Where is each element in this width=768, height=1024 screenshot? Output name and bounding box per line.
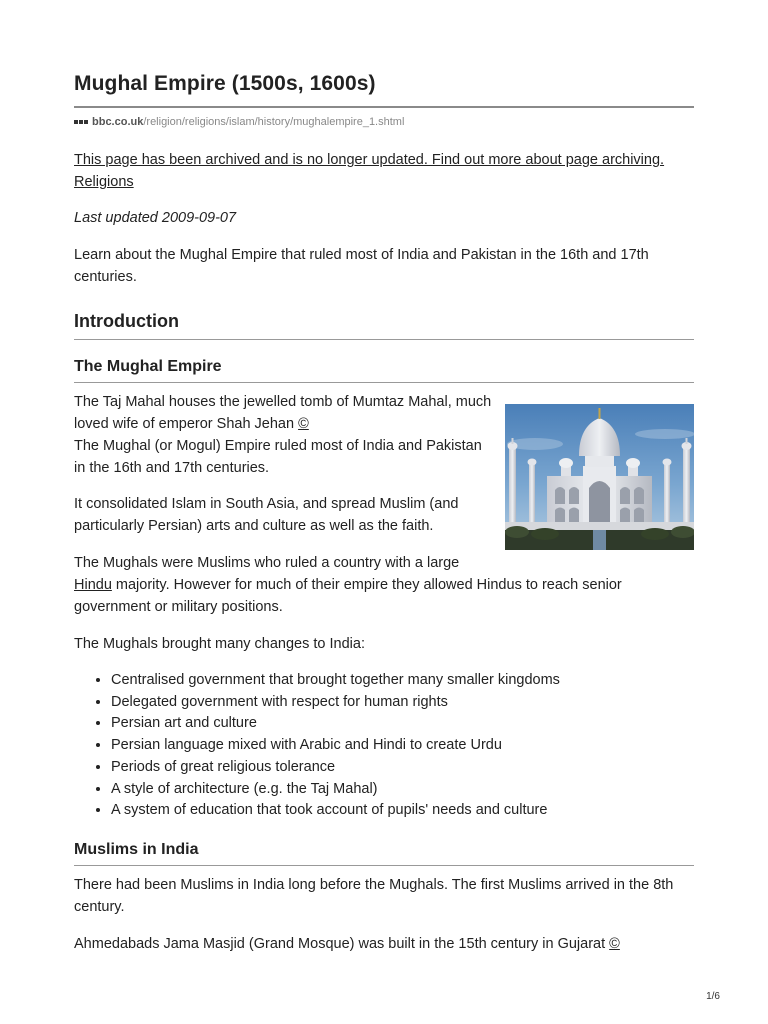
source-url[interactable]: [74, 115, 694, 129]
document-page: [74, 72, 694, 955]
changes-list: [74, 670, 694, 822]
source-path: /religion/religions/islam/history/mughalempire_1.shtml: [143, 116, 405, 128]
mughal-section-body: [74, 391, 694, 822]
list-item: • A system of education that took account of pupils' needs and culture: [111, 800, 694, 822]
list-item: • Persian art and culture: [111, 713, 694, 735]
jama-masjid-paragraph: [74, 933, 694, 955]
intro-text: Learn about the Mughal Empire that ruled most of India and Pakistan in the 16th and 17th centuries.: [74, 247, 649, 285]
last-updated: Last updated 2009-09-07: [74, 210, 237, 226]
muslims-in-india-heading: Muslims in India: [74, 841, 694, 866]
taj-caption: [74, 391, 494, 479]
introduction-heading: Introduction: [74, 311, 694, 340]
copyright-link[interactable]: ©: [609, 935, 620, 952]
mughal-empire-heading: The Mughal Empire: [74, 358, 694, 383]
taj-caption-text: The Taj Mahal houses the jewelled tomb of Mumtaz Mahal, much loved wife of emperor Shah Jehan: [74, 394, 492, 432]
mughal-empire-text: The Mughal (or Mogul) Empire ruled most of India and Pakistan in the 16th and 17th centuries.: [74, 438, 482, 476]
muslims-paragraph: There had been Muslims in India long before the Mughals. The first Muslims arrived in the 8th century.: [74, 876, 674, 915]
list-item: • A style of architecture (e.g. the Taj Mahal): [111, 779, 694, 801]
hindu-paragraph-end: majority. However for much of their empire they allowed Hindus to reach senior government or military positions.: [74, 577, 622, 615]
jama-masjid-text: Ahmedabads Jama Masjid (Grand Mosque) was built in the 15th century in Gujarat: [74, 935, 606, 952]
bbc-favicon-icon: [74, 120, 88, 124]
list-item: • Persian language mixed with Arabic and Hindi to create Urdu: [111, 735, 694, 757]
archive-link[interactable]: This page has been archived and is no longer updated. Find out more about page archiving.: [74, 152, 665, 168]
page-number: 1/6: [706, 991, 720, 1002]
list-item: • Delegated government with respect for human rights: [111, 692, 694, 714]
list-item: • Periods of great religious tolerance: [111, 757, 694, 779]
hindu-link[interactable]: Hindu: [74, 577, 112, 593]
source-domain: bbc.co.uk: [92, 116, 144, 128]
hindu-majority-paragraph: [74, 552, 694, 618]
list-item: • Centralised government that brought together many smaller kingdoms: [111, 670, 694, 692]
religions-link[interactable]: Religions: [74, 174, 134, 190]
copyright-link[interactable]: ©: [298, 416, 309, 432]
page-title: Mughal Empire (1500s, 1600s): [74, 72, 694, 108]
consolidation-paragraph: It consolidated Islam in South Asia, and spread Muslim (and particularly Persian) arts and culture as well as the faith.: [74, 496, 459, 534]
hindu-paragraph-start: The Mughals were Muslims who ruled a country with a large: [74, 555, 460, 571]
archive-notice: [74, 149, 694, 193]
changes-intro: The Mughals brought many changes to India:: [74, 636, 365, 652]
taj-mahal-image: [505, 404, 694, 550]
